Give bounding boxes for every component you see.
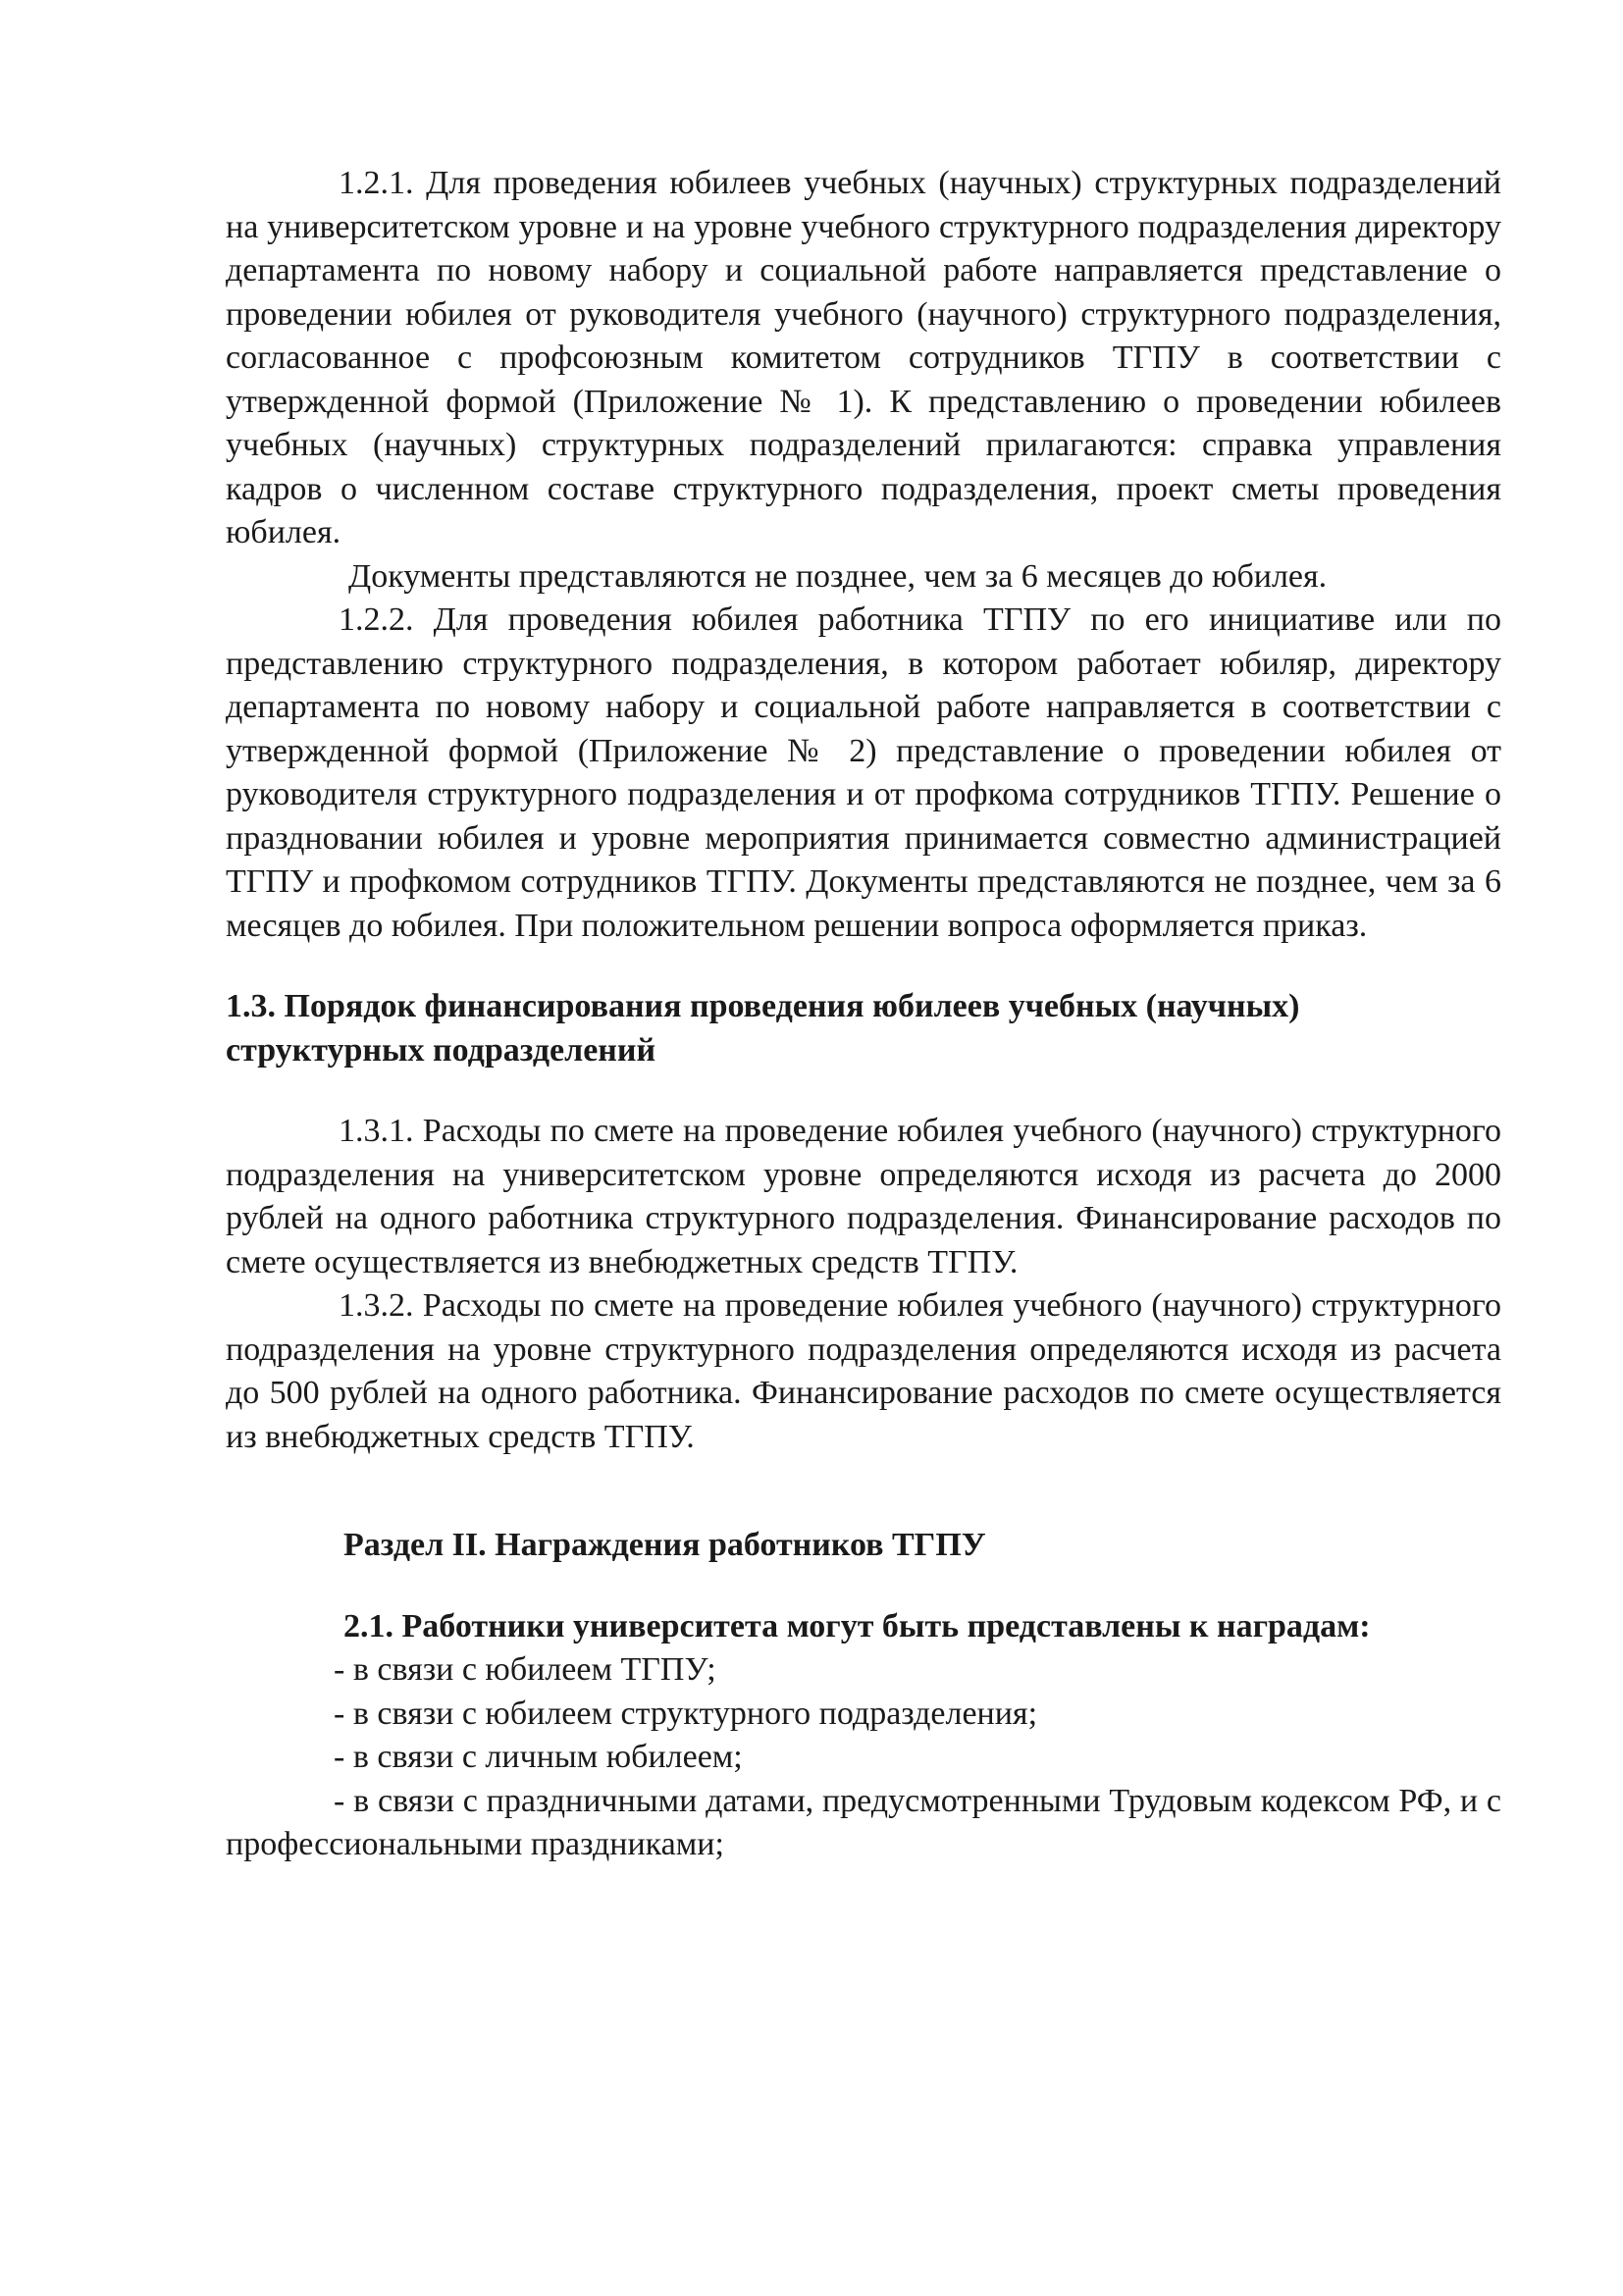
paragraph-2-1: 2.1. Работники университета могут быть представлены к наградам: bbox=[343, 1607, 1371, 1644]
list-item: - в связи с юбилеем структурного подразделения; bbox=[334, 1695, 1038, 1732]
awards-list bbox=[226, 1648, 1501, 1867]
paragraph-1-2-1-deadline: Документы представляются не позднее, чем за 6 месяцев до юбилея. bbox=[348, 557, 1328, 595]
list-item: - в связи с личным юбилеем; bbox=[334, 1739, 743, 1775]
section-2-title: Раздел II. Награждения работников ТГПУ bbox=[343, 1527, 986, 1563]
paragraph-1-3-1: 1.3.1. Расходы по смете на проведение юбилея учебного (научного) структурного подразделения на университетском уровне определяются исходя из расчета до 2000 рублей на одного работника структурного подразделения. Финансирование расходов по смете осуществляется из внебюджетных средств ТГПУ. bbox=[226, 1113, 1501, 1280]
list-item: - в связи с юбилеем ТГПУ; bbox=[334, 1651, 716, 1688]
heading-1-3: 1.3. Порядок финансирования проведения юбилеев учебных (научных) структурных подразделений bbox=[226, 988, 1300, 1069]
paragraph-1-3-2: 1.3.2. Расходы по смете на проведение юбилея учебного (научного) структурного подразделения на уровне структурного подразделения определяются исходя из расчета до 500 рублей на одного работника. Финансирование расходов по смете осуществляется из внебюджетных средств ТГПУ. bbox=[226, 1287, 1501, 1455]
spacer bbox=[226, 948, 1501, 985]
spacer bbox=[226, 1459, 1501, 1524]
paragraph-1-2-2: 1.2.2. Для проведения юбилея работника ТГПУ по его инициативе или по представлению структурного подразделения, в котором работает юбиляр, директору департамента по новому набору и социальной работе направляется в соответствии с утвержденной формой (Приложение № 2) представление о проведении юбилея от руководителя структурного подразделения и от профкома сотрудников ТГПУ. Решение о праздновании юбилея и уровне мероприятия принимается совместно администрацией ТГПУ и профкомом сотрудников ТГПУ. Документы представляются не позднее, чем за 6 месяцев до юбилея. При положительном решении вопроса оформляется приказ. bbox=[226, 601, 1501, 944]
list-item: - в связи с праздничными датами, предусмотренными Трудовым кодексом РФ, и с профессиональными праздниками; bbox=[226, 1782, 1501, 1862]
spacer bbox=[226, 1072, 1501, 1110]
document-page bbox=[226, 162, 1501, 1867]
paragraph-1-2-1: 1.2.1. Для проведения юбилеев учебных (научных) структурных подразделений на университетском уровне и на уровне учебного структурного подразделения директору департамента по новому набору и социальной работе направляется представление о проведении юбилея от руководителя учебного (научного) структурного подразделения, согласованное с профсоюзным комитетом сотрудников ТГПУ в соответствии с утвержденной формой (Приложение № 1). К представлению о проведении юбилеев учебных (научных) структурных подразделений прилагаются: справка управления кадров о численном составе структурного подразделения, проект сметы проведения юбилея. bbox=[226, 165, 1501, 550]
spacer bbox=[226, 1568, 1501, 1605]
